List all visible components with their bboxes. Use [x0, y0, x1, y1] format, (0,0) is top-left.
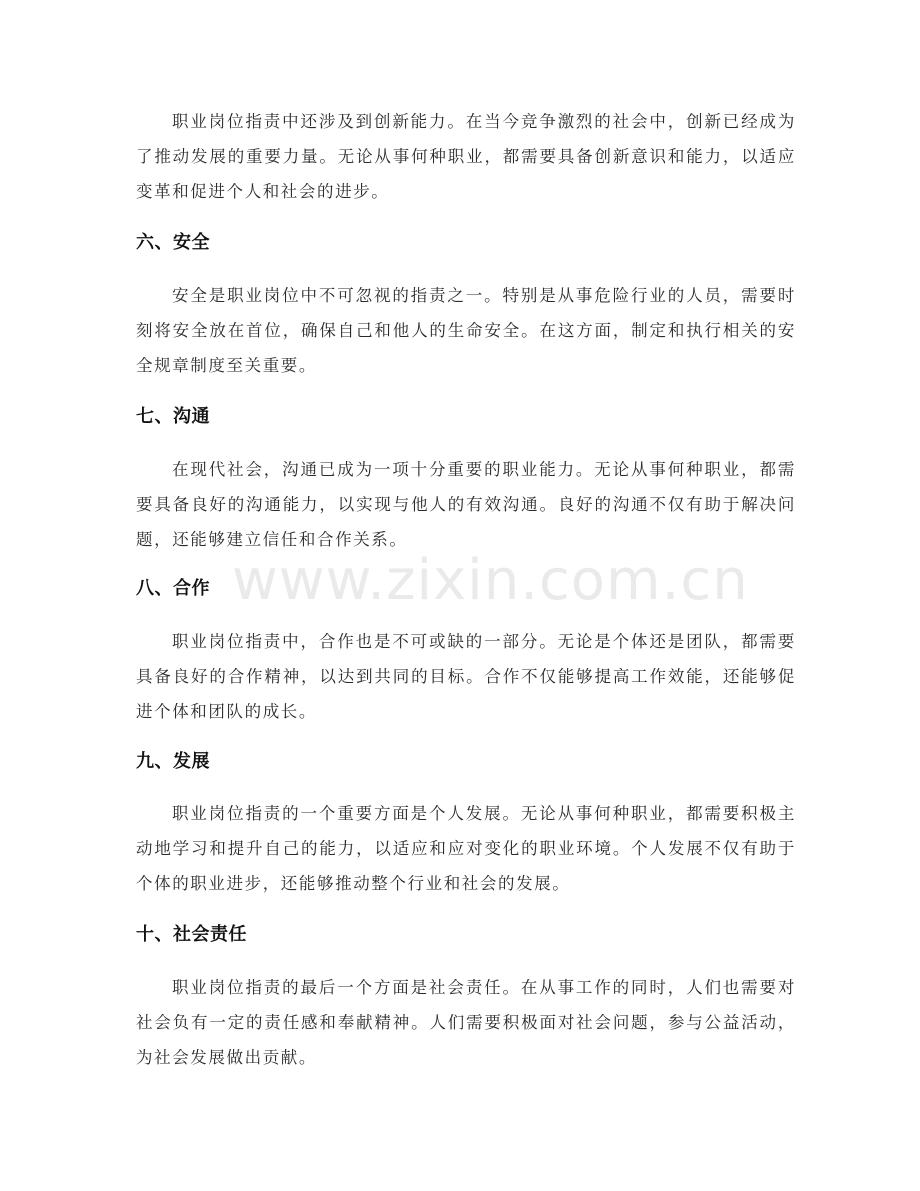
- section-heading-safety: 六、安全: [136, 232, 210, 253]
- watermark: www.zixin.com.cn: [232, 548, 749, 613]
- section-heading-development: 九、发展: [136, 751, 210, 772]
- section-body-safety: 安全是职业岗位中不可忽视的指责之一。特别是从事危险行业的人员，需要时刻将安全放在首位，确保自己和他人的生命安全。在这方面，制定和执行相关的安全规章制度至关重要。: [136, 286, 796, 375]
- intro-paragraph: 职业岗位指责中还涉及到创新能力。在当今竞争激烈的社会中，创新已经成为了推动发展的重要力量。无论从事何种职业，都需要具备创新意识和能力，以适应变革和促进个人和社会的进步。: [136, 112, 796, 201]
- section-body-social-responsibility: 职业岗位指责的最后一个方面是社会责任。在从事工作的同时，人们也需要对社会负有一定的责任感和奉献精神。人们需要积极面对社会问题，参与公益活动，为社会发展做出贡献。: [136, 978, 796, 1067]
- section-heading-cooperation: 八、合作: [136, 578, 210, 599]
- section-body-cooperation: 职业岗位指责中，合作也是不可或缺的一部分。无论是个体还是团队，都需要具备良好的合作精神，以达到共同的目标。合作不仅能够提高工作效能，还能够促进个体和团队的成长。: [136, 632, 796, 721]
- section-heading-communication: 七、沟通: [136, 406, 210, 427]
- section-body-communication: 在现代社会，沟通已成为一项十分重要的职业能力。无论从事何种职业，都需要具备良好的沟通能力，以实现与他人的有效沟通。良好的沟通不仅有助于解决问题，还能够建立信任和合作关系。: [136, 460, 796, 549]
- section-body-development: 职业岗位指责的一个重要方面是个人发展。无论从事何种职业，都需要积极主动地学习和提升自己的能力，以适应和应对变化的职业环境。个人发展不仅有助于个体的职业进步，还能够推动整个行业和社会的发展。: [136, 804, 796, 893]
- section-heading-social-responsibility: 十、社会责任: [136, 924, 247, 945]
